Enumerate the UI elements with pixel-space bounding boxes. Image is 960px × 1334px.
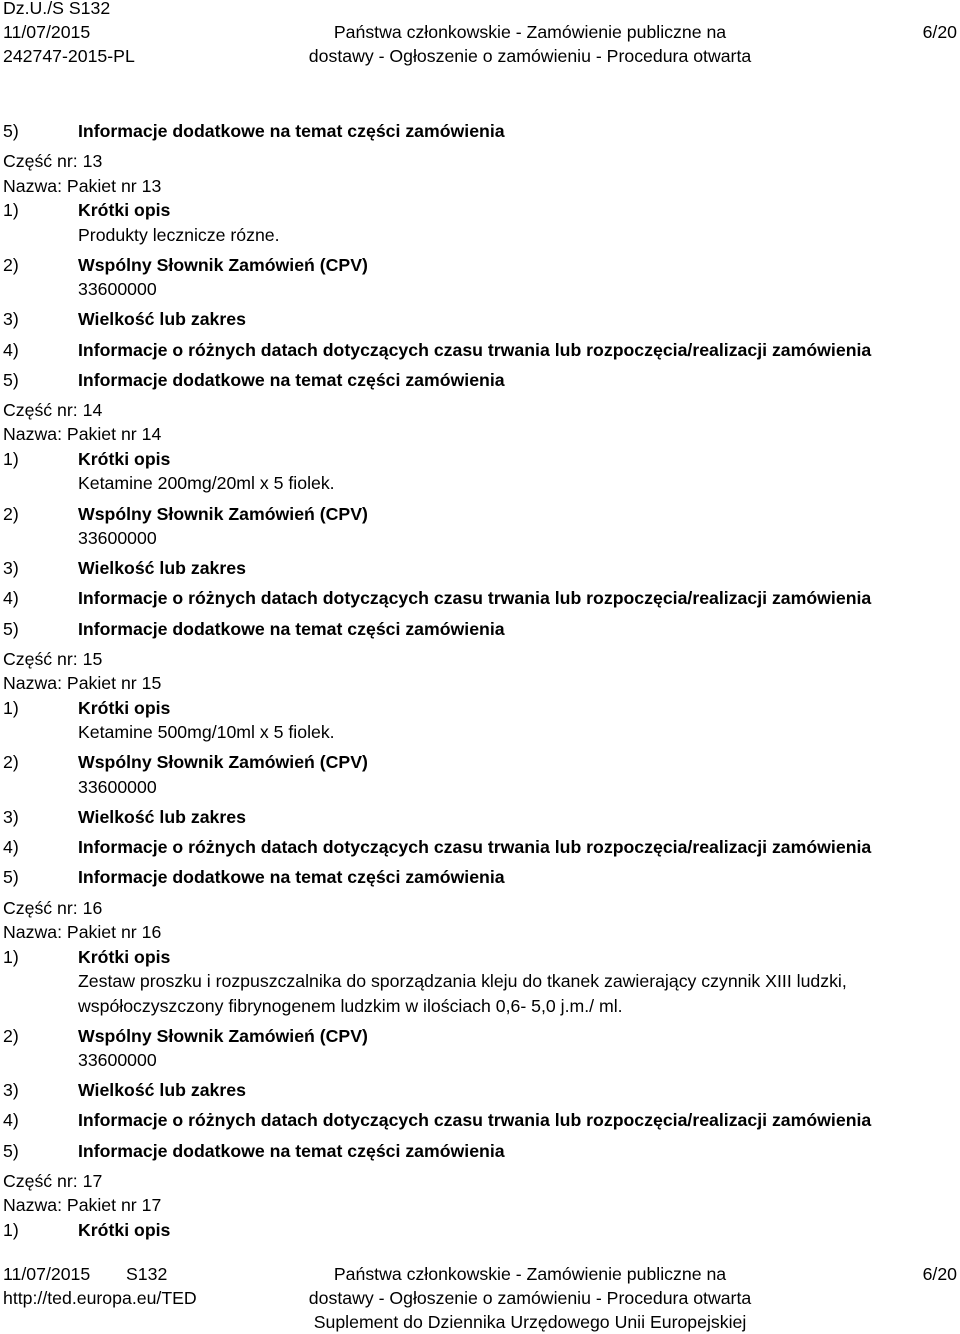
short-description-heading (3, 945, 957, 970)
section-number: 5) (3, 618, 19, 639)
cpv-code: 33600000 (78, 1050, 157, 1071)
section-title: Informacje o różnych datach dotyczących czasu trwania lub rozpoczęcia/realizacji zamówienia (78, 837, 872, 858)
footer-date: 11/07/2015 (3, 1264, 91, 1284)
footer-journal-reference: S132 (126, 1264, 168, 1284)
section-number: 2) (3, 254, 19, 275)
section-title: Krótki opis (78, 946, 171, 967)
section-number: 1) (3, 946, 19, 967)
section-title: Wielkość lub zakres (78, 558, 246, 579)
page-number: 6/20 (922, 22, 957, 42)
cpv-code: 33600000 (78, 528, 157, 549)
short-description-text: Produkty lecznicze rózne. (78, 224, 280, 245)
section-title: Krótki opis (78, 697, 171, 718)
dates-heading (3, 1108, 957, 1133)
section-number: 4) (3, 339, 19, 360)
section-number: 5) (3, 867, 19, 888)
section-title: Krótki opis (78, 448, 171, 469)
quantity-scope-heading (3, 307, 957, 332)
additional-info-heading (3, 1139, 957, 1164)
section-number: 1) (3, 1219, 19, 1240)
section-number: 4) (3, 837, 19, 858)
section-number: 3) (3, 558, 19, 579)
header-row-2 (0, 20, 960, 44)
page-footer (0, 1262, 960, 1334)
section-title: Informacje dodatkowe na temat części zamówienia (78, 121, 505, 141)
lot-name: Nazwa: Pakiet nr 15 (3, 673, 162, 694)
section-title: Wspólny Słownik Zamówień (CPV) (78, 752, 368, 773)
lot-number: Część nr: 13 (3, 151, 103, 172)
section-number: 5) (3, 369, 19, 390)
section-number: 3) (3, 1080, 19, 1101)
lot-number: Część nr: 16 (3, 897, 103, 918)
footer-row-2 (0, 1286, 960, 1310)
footer-row-3 (0, 1310, 960, 1334)
short-description-text: Ketamine 200mg/20ml x 5 fiolek. (78, 473, 335, 494)
footer-title-line-1: Państwa członkowskie - Zamówienie publiczne na (333, 1264, 727, 1284)
cpv-code: 33600000 (78, 776, 157, 797)
lot-number: Część nr: 15 (3, 648, 103, 669)
quantity-scope-heading (3, 556, 957, 581)
notice-body (3, 119, 957, 1242)
section-number: 4) (3, 588, 19, 609)
section-number: 1) (3, 448, 19, 469)
lot-name: Nazwa: Pakiet nr 14 (3, 424, 162, 445)
ted-website-link[interactable]: http://ted.europa.eu/TED (3, 1288, 197, 1308)
cpv-heading (3, 750, 957, 775)
section-number: 5) (3, 1140, 19, 1161)
section-number: 2) (3, 1025, 19, 1046)
lot-block (3, 398, 957, 641)
page-header (0, 0, 960, 68)
cpv-code: 33600000 (78, 279, 157, 300)
section-title: Krótki opis (78, 200, 171, 221)
section-title: Wspólny Słownik Zamówień (CPV) (78, 1025, 368, 1046)
short-description-text: Ketamine 500mg/10ml x 5 fiolek. (78, 722, 335, 743)
section-title: Informacje o różnych datach dotyczących czasu trwania lub rozpoczęcia/realizacji zamówienia (78, 588, 872, 609)
lot-number: Część nr: 17 (3, 1170, 103, 1191)
section-number: 4) (3, 1110, 19, 1131)
section-title: Wielkość lub zakres (78, 1080, 246, 1101)
supplement-title: Suplement do Dziennika Urzędowego Unii Europejskiej (313, 1312, 747, 1332)
publication-date: 11/07/2015 (3, 22, 91, 42)
additional-info-heading (3, 368, 957, 393)
section-title: Krótki opis (78, 1219, 171, 1240)
section-title: Informacje o różnych datach dotyczących czasu trwania lub rozpoczęcia/realizacji zamówienia (78, 339, 872, 360)
additional-info-heading (3, 119, 957, 144)
journal-reference: Dz.U./S S132 (3, 0, 111, 18)
cpv-heading (3, 253, 957, 278)
section-title: Informacje dodatkowe na temat części zamówienia (78, 1140, 505, 1161)
lot-block (3, 1169, 957, 1243)
cpv-heading (3, 502, 957, 527)
lot-name: Nazwa: Pakiet nr 17 (3, 1195, 162, 1216)
lot-name: Nazwa: Pakiet nr 13 (3, 175, 162, 196)
footer-page-number: 6/20 (922, 1264, 957, 1284)
section-number: 3) (3, 807, 19, 828)
section-number: 1) (3, 200, 19, 221)
section-title: Wielkość lub zakres (78, 309, 246, 330)
short-description-heading (3, 696, 957, 721)
short-description-heading (3, 198, 957, 223)
short-description-text: współoczyszczony fibrynogenem ludzkim w ilościach 0,6- 5,0 j.m./ ml. (78, 995, 623, 1016)
notice-number: 242747-2015-PL (3, 46, 135, 66)
section-number: 5) (3, 121, 19, 141)
quantity-scope-heading (3, 1078, 957, 1103)
notice-title-line-1: Państwa członkowskie - Zamówienie publiczne na (333, 22, 727, 42)
additional-info-heading (3, 865, 957, 890)
notice-title-line-2: dostawy - Ogłoszenie o zamówieniu - Procedura otwarta (308, 46, 752, 66)
header-row-1 (0, 0, 960, 20)
dates-heading (3, 338, 957, 363)
header-row-3 (0, 44, 960, 68)
section-number: 2) (3, 503, 19, 524)
section-title: Informacje o różnych datach dotyczących czasu trwania lub rozpoczęcia/realizacji zamówienia (78, 1110, 872, 1131)
section-number: 1) (3, 697, 19, 718)
lot-block (3, 647, 957, 890)
section-title: Wspólny Słownik Zamówień (CPV) (78, 503, 368, 524)
quantity-scope-heading (3, 805, 957, 830)
section-title: Wspólny Słownik Zamówień (CPV) (78, 254, 368, 275)
dates-heading (3, 835, 957, 860)
short-description-heading (3, 1218, 957, 1243)
cpv-heading (3, 1024, 957, 1049)
section-title: Informacje dodatkowe na temat części zamówienia (78, 369, 505, 390)
additional-info-heading (3, 617, 957, 642)
section-number: 3) (3, 309, 19, 330)
footer-title-line-2: dostawy - Ogłoszenie o zamówieniu - Procedura otwarta (308, 1288, 752, 1308)
short-description-heading (3, 447, 957, 472)
lot-block (3, 896, 957, 1164)
section-title: Informacje dodatkowe na temat części zamówienia (78, 867, 505, 888)
dates-heading (3, 586, 957, 611)
lot-name: Nazwa: Pakiet nr 16 (3, 922, 162, 942)
footer-row-1 (0, 1262, 960, 1286)
section-number: 2) (3, 752, 19, 773)
section-title: Informacje dodatkowe na temat części zamówienia (78, 618, 505, 639)
lot-number: Część nr: 14 (3, 399, 103, 420)
section-title: Wielkość lub zakres (78, 807, 246, 828)
short-description-text: Zestaw proszku i rozpuszczalnika do sporządzania kleju do tkanek zawierający czynnik XIII ludzki, (78, 971, 847, 991)
lot-block (3, 149, 957, 392)
